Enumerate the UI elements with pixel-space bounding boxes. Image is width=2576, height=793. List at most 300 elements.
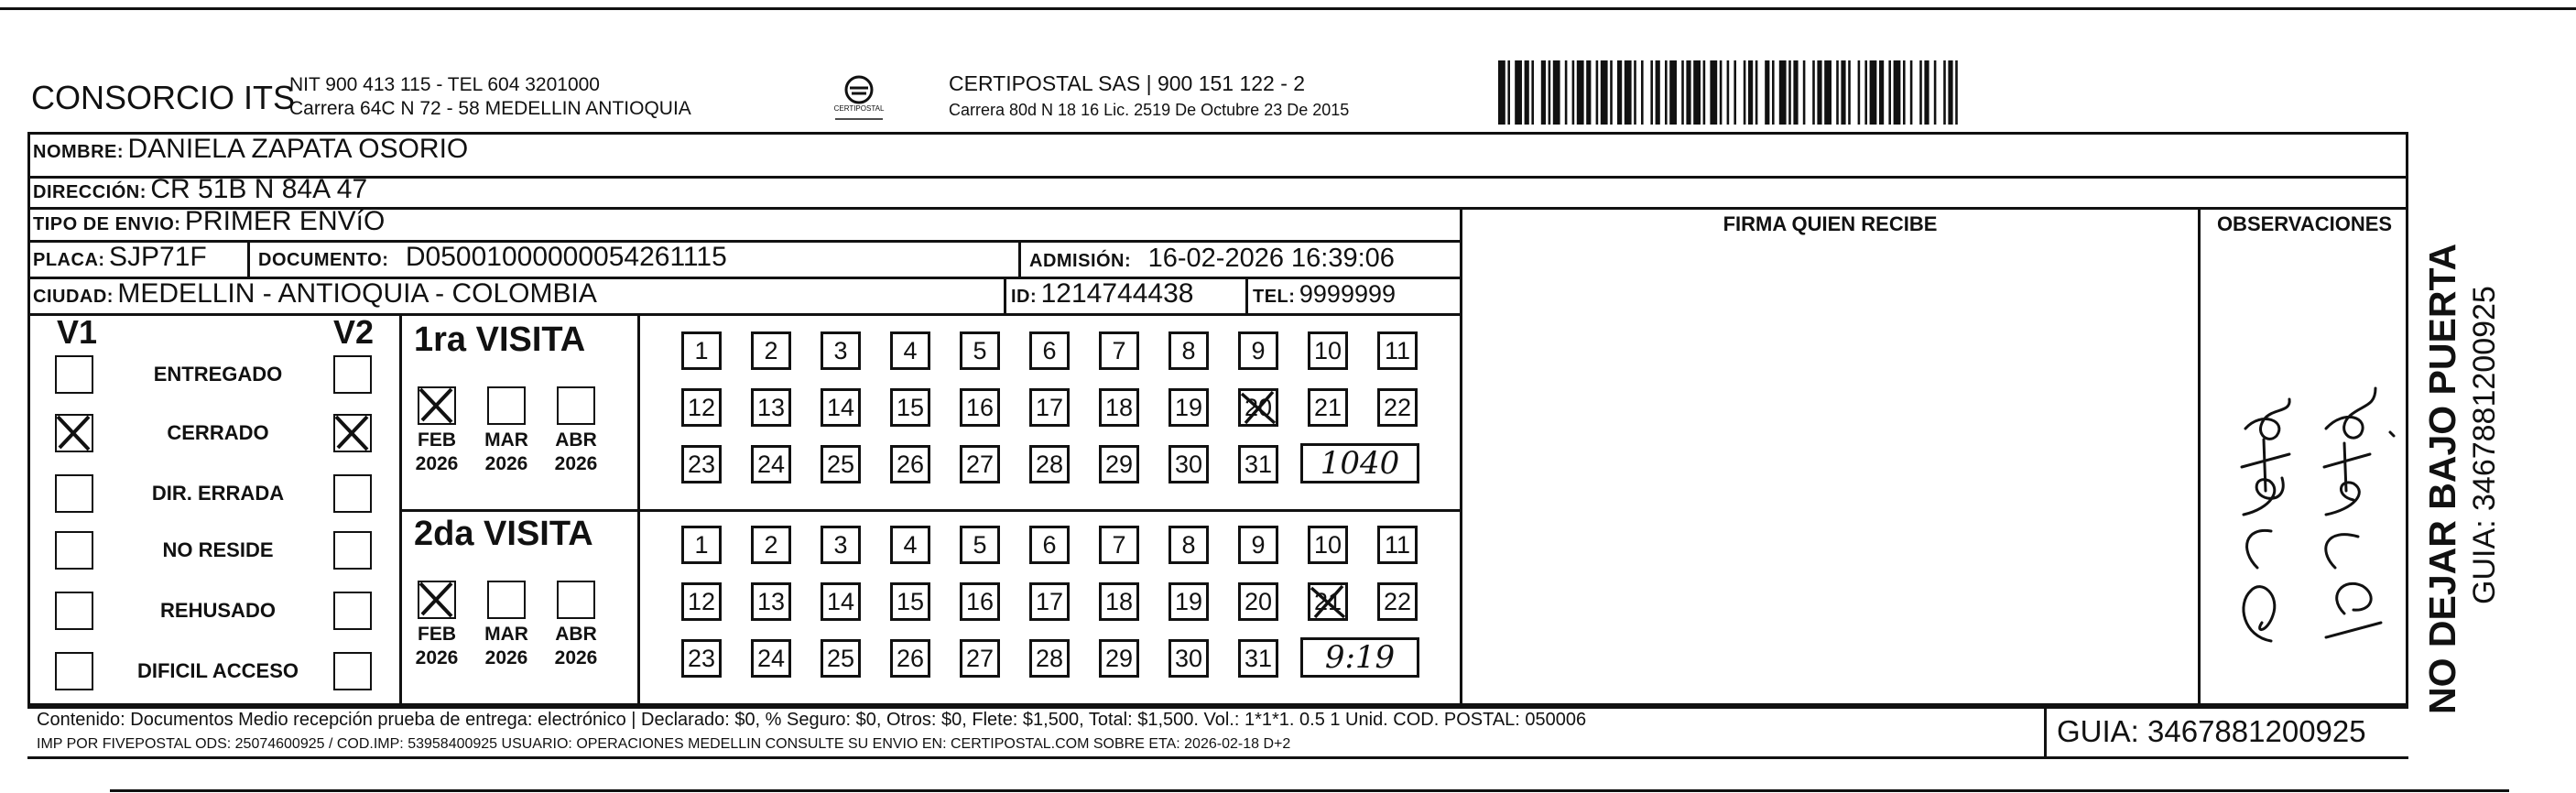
day-number: 15 [896, 393, 925, 421]
day-box[interactable] [751, 388, 791, 427]
check-x-icon [1308, 582, 1348, 621]
col-line [1004, 277, 1006, 315]
day-number: 23 [687, 644, 716, 672]
day-number: 14 [826, 393, 855, 421]
observaciones-handwriting-text: Cerrado [2207, 275, 2211, 276]
day-number: 16 [965, 393, 995, 421]
col-line [2198, 207, 2201, 706]
month-year: 2026 [484, 453, 528, 474]
barcode-bar [1894, 60, 1901, 125]
day-number: 12 [687, 393, 716, 421]
barcode-bar [1744, 60, 1746, 125]
day-box[interactable] [1238, 639, 1278, 678]
row-line [27, 176, 2408, 179]
month-label: FEB [418, 624, 456, 645]
month-year: 2026 [554, 647, 598, 668]
barcode-bar [1601, 60, 1608, 125]
day-number: 19 [1174, 393, 1203, 421]
status-label: NO RESIDE [162, 538, 274, 561]
barcode-bar [1934, 60, 1937, 125]
day-box[interactable] [1168, 639, 1209, 678]
sender-nit-tel: NIT 900 413 115 - TEL 604 3201000 [289, 74, 600, 95]
day-box[interactable] [1168, 388, 1209, 427]
barcode-bar [1498, 60, 1505, 125]
day-number: 27 [965, 450, 995, 478]
day-box[interactable] [890, 331, 930, 370]
barcode-bar [1910, 60, 1913, 125]
day-box[interactable] [1029, 639, 1070, 678]
day-box[interactable] [751, 582, 791, 621]
day-number: 5 [973, 530, 987, 559]
month-label: FEB [418, 429, 456, 451]
month-year: 2026 [554, 453, 598, 474]
barcode-bar [1710, 60, 1717, 125]
barcode-bar [1720, 60, 1723, 125]
day-number: 22 [1383, 587, 1412, 615]
day-box[interactable] [960, 388, 1000, 427]
day-box[interactable] [821, 526, 861, 564]
day-number: 20 [1244, 393, 1273, 421]
check-x-icon [332, 413, 371, 451]
day-box[interactable] [960, 639, 1000, 678]
day-number: 22 [1383, 393, 1412, 421]
day-number: 18 [1104, 587, 1134, 615]
barcode-bar [1870, 60, 1877, 125]
day-number: 26 [896, 450, 925, 478]
day-number: 4 [903, 336, 918, 364]
day-number: 28 [1035, 644, 1064, 672]
barcode-bar [1531, 60, 1534, 125]
day-box[interactable] [1029, 582, 1070, 621]
day-number: 10 [1313, 530, 1342, 559]
day-box[interactable] [1308, 526, 1348, 564]
day-number: 16 [965, 587, 995, 615]
day-number: 15 [896, 587, 925, 615]
month-caption [483, 429, 530, 476]
day-number: 5 [973, 336, 987, 364]
day-number: 29 [1104, 450, 1134, 478]
footer-line2: IMP POR FIVEPOSTAL ODS: 25074600925 / COD.IMP: 53958400925 USUARIO: OPERACIONES MEDELLIN CONSULTE SU ENVIO EN: CERTIPOSTAL.COM SOBRE ETA: 2026-02-18 D+2 [37, 736, 1291, 752]
day-box[interactable] [1099, 388, 1139, 427]
status-v2-checkbox[interactable] [333, 355, 372, 394]
day-number: 24 [756, 450, 786, 478]
month-label: ABR [555, 429, 597, 451]
barcode-bar [1836, 60, 1839, 125]
check-x-icon [54, 413, 92, 451]
barcode-bar [1765, 60, 1769, 125]
day-box[interactable] [1168, 331, 1209, 370]
day-number: 23 [687, 450, 716, 478]
check-x-icon [417, 580, 455, 618]
carrier-name: CERTIPOSTAL SAS | 900 151 122 - 2 [949, 71, 1306, 95]
day-box[interactable] [1308, 331, 1348, 370]
visit-title: 1ra VISITA [414, 320, 586, 359]
nombre-value: DANIELA ZAPATA OSORIO [127, 134, 469, 164]
footer-bottom-line [27, 756, 2408, 759]
month-checkbox[interactable] [487, 581, 526, 619]
day-box[interactable] [1099, 639, 1139, 678]
id-label: ID: [1011, 287, 1038, 307]
barcode-bar [1596, 60, 1599, 125]
day-number: 12 [687, 587, 716, 615]
barcode-bar [1803, 60, 1806, 125]
direccion-row [33, 174, 367, 205]
barcode-bar [1650, 60, 1653, 125]
day-number: 8 [1181, 336, 1196, 364]
day-box[interactable] [1029, 526, 1070, 564]
month-year: 2026 [415, 647, 459, 668]
day-number: 27 [965, 644, 995, 672]
barcode-bar [1948, 60, 1952, 125]
top-edge-line [0, 7, 2576, 10]
day-box[interactable] [1099, 445, 1139, 483]
firma-header: FIRMA QUIEN RECIBE [1723, 212, 1938, 235]
v2-label: V2 [333, 313, 375, 351]
id-value: 1214744438 [1040, 278, 1194, 309]
day-number: 30 [1174, 450, 1203, 478]
status-label: REHUSADO [160, 599, 276, 622]
barcode-bar [1817, 60, 1821, 125]
day-number: 7 [1112, 530, 1126, 559]
day-number: 1 [694, 336, 709, 364]
barcode-bar [1848, 60, 1851, 125]
day-number: 9 [1251, 336, 1266, 364]
barcode-bar [1610, 60, 1613, 125]
barcode-bar [1572, 60, 1575, 125]
nombre-label: NOMBRE: [33, 142, 125, 162]
day-box[interactable] [1238, 582, 1278, 621]
barcode-bar [1617, 60, 1622, 125]
ciudad-label: CIUDAD: [33, 287, 114, 307]
day-box[interactable] [1238, 388, 1278, 427]
status-v1-checkbox[interactable] [55, 355, 93, 394]
row-line [27, 240, 1462, 243]
status-v2-checkbox[interactable] [333, 474, 372, 513]
month-year: 2026 [484, 647, 528, 668]
footer-guia: GUIA: 3467881200925 [2057, 714, 2366, 748]
barcode-bar [1634, 60, 1636, 125]
day-number: 3 [833, 530, 848, 559]
day-number: 29 [1104, 644, 1134, 672]
month-label: MAR [484, 429, 528, 451]
v1-label: V1 [57, 313, 98, 351]
day-number: 10 [1313, 336, 1342, 364]
barcode-bar [1656, 60, 1660, 125]
barcode-bar [1924, 60, 1929, 125]
barcode-bar [1669, 60, 1677, 125]
barcode-bar [1703, 60, 1706, 125]
day-number: 31 [1244, 450, 1273, 478]
day-box[interactable] [1168, 445, 1209, 483]
status-label: ENTREGADO [153, 363, 283, 386]
status-v1-checkbox[interactable] [55, 474, 93, 513]
barcode-bar [1693, 60, 1701, 125]
day-box[interactable] [1308, 388, 1348, 427]
tel-row [1253, 280, 1396, 309]
certipostal-logo [831, 70, 886, 125]
month-caption [483, 623, 530, 670]
day-number: 25 [826, 450, 855, 478]
carrier-address: Carrera 80d N 18 16 Lic. 2519 De Octubre 23 De 2015 [949, 101, 1350, 119]
day-box[interactable] [681, 331, 722, 370]
month-checkbox[interactable] [557, 581, 595, 619]
day-number: 14 [826, 587, 855, 615]
day-number: 13 [756, 587, 786, 615]
documento-label: DOCUMENTO: [258, 250, 389, 270]
day-box[interactable] [960, 582, 1000, 621]
barcode-bar [1734, 60, 1736, 125]
tipo-envio-row [33, 206, 385, 237]
day-number: 25 [826, 644, 855, 672]
day-box[interactable] [1168, 526, 1209, 564]
barcode-bar [1858, 60, 1861, 125]
day-box[interactable] [681, 582, 722, 621]
day-number: 20 [1244, 587, 1273, 615]
day-box[interactable] [1099, 582, 1139, 621]
day-number: 1 [694, 530, 709, 559]
barcode-bar [1888, 60, 1891, 125]
time-box[interactable] [1300, 443, 1419, 483]
bottom-edge-line [110, 789, 2509, 792]
day-box[interactable] [890, 526, 930, 564]
day-box[interactable] [681, 639, 722, 678]
barcode-bar [1788, 60, 1791, 125]
month-label: ABR [555, 624, 597, 645]
direccion-value: CR 51B N 84A 47 [150, 174, 368, 204]
day-number: 26 [896, 644, 925, 672]
day-number: 8 [1181, 530, 1196, 559]
barcode-bar [1549, 60, 1551, 125]
day-box[interactable] [890, 445, 930, 483]
barcode-bar [1824, 60, 1831, 125]
col-line [247, 240, 250, 278]
row-line [399, 509, 1462, 512]
day-box[interactable] [960, 331, 1000, 370]
day-box[interactable] [1238, 445, 1278, 483]
barcode-bar [1641, 60, 1644, 125]
time-box[interactable] [1300, 637, 1419, 678]
month-caption [552, 429, 600, 476]
barcode-bar [1665, 60, 1668, 125]
barcode-bar [1943, 60, 1946, 125]
day-box[interactable] [1099, 331, 1139, 370]
day-box[interactable] [1029, 388, 1070, 427]
day-number: 30 [1174, 644, 1203, 672]
month-checkbox[interactable] [418, 386, 456, 425]
ciudad-value: MEDELLIN - ANTIOQUIA - COLOMBIA [117, 278, 597, 309]
barcode-bar [1541, 60, 1546, 125]
admision-label: ADMISIÓN: [1029, 251, 1132, 271]
day-box[interactable] [1029, 331, 1070, 370]
barcode-bar [1625, 60, 1632, 125]
status-v2-checkbox[interactable] [333, 414, 372, 452]
tipo-envio-label: TIPO DE ENVIO: [33, 214, 181, 234]
status-label: DIFICIL ACCESO [136, 659, 299, 682]
documento-value: D05001000000054261115 [405, 242, 727, 272]
status-v1-checkbox[interactable] [55, 652, 93, 690]
day-number: 19 [1174, 587, 1203, 615]
barcode-bar [1586, 60, 1591, 125]
barcode-bar [1812, 60, 1815, 125]
row-line [27, 703, 2408, 706]
day-box[interactable] [1308, 582, 1348, 621]
barcode-bar [1727, 60, 1730, 125]
day-box[interactable] [960, 445, 1000, 483]
month-year: 2026 [415, 453, 459, 474]
tel-value: 9999999 [1299, 280, 1397, 308]
visit-title: 2da VISITA [414, 515, 593, 553]
day-number: 2 [764, 336, 778, 364]
placa-label: PLACA: [33, 250, 105, 270]
barcode-bar [1577, 60, 1584, 125]
day-box[interactable] [1168, 582, 1209, 621]
day-box[interactable] [960, 526, 1000, 564]
col-line [1460, 207, 1462, 706]
check-x-icon [1238, 388, 1278, 427]
month-caption [413, 623, 461, 670]
sender-address: Carrera 64C N 72 - 58 MEDELLIN ANTIOQUIA [289, 98, 691, 119]
day-box[interactable] [821, 331, 861, 370]
side-warning: NO DEJAR BAJO PUERTA [2421, 243, 2463, 714]
day-number: 24 [756, 644, 786, 672]
day-number: 21 [1313, 393, 1342, 421]
day-number: 28 [1035, 450, 1064, 478]
barcode-bar [1919, 60, 1922, 125]
month-checkbox[interactable] [487, 386, 526, 425]
status-v2-checkbox[interactable] [333, 531, 372, 570]
day-number: 7 [1112, 336, 1126, 364]
col-line [1018, 240, 1021, 278]
day-number: 18 [1104, 393, 1134, 421]
day-box[interactable] [890, 388, 930, 427]
barcode-bar [1779, 60, 1787, 125]
barcode-bar [1841, 60, 1845, 125]
check-x-icon [417, 386, 455, 424]
col-line [637, 313, 640, 705]
day-box[interactable] [1099, 526, 1139, 564]
barcode-bar [1864, 60, 1867, 125]
status-v2-checkbox[interactable] [333, 652, 372, 690]
day-box[interactable] [1377, 582, 1418, 621]
month-checkbox[interactable] [418, 581, 456, 619]
status-v2-checkbox[interactable] [333, 592, 372, 630]
day-box[interactable] [751, 331, 791, 370]
barcode-bar [1553, 60, 1560, 125]
admision-value: 16-02-2026 16:39:06 [1147, 244, 1395, 273]
day-box[interactable] [681, 445, 722, 483]
barcode-bar [1748, 60, 1753, 125]
barcode-bar [1955, 60, 1958, 125]
col-line [2044, 705, 2047, 758]
day-box[interactable] [681, 526, 722, 564]
ciudad-row [33, 278, 597, 310]
day-box[interactable] [751, 445, 791, 483]
observaciones-handwriting [2207, 275, 2408, 659]
barcode-bar [1793, 60, 1798, 125]
day-box[interactable] [890, 582, 930, 621]
barcode-bar [1515, 60, 1522, 125]
day-box[interactable] [890, 639, 930, 678]
placa-row [33, 242, 207, 273]
barcode-bar [1681, 60, 1684, 125]
day-box[interactable] [821, 445, 861, 483]
day-number: 31 [1244, 644, 1273, 672]
day-box[interactable] [1238, 331, 1278, 370]
day-number: 11 [1384, 530, 1411, 559]
status-label: CERRADO [167, 421, 269, 444]
day-number: 4 [903, 530, 918, 559]
day-box[interactable] [1377, 331, 1418, 370]
day-number: 6 [1042, 530, 1057, 559]
month-caption [552, 623, 600, 670]
barcode-bar [1755, 60, 1758, 125]
day-number: 21 [1313, 587, 1342, 615]
tel-label: TEL: [1253, 287, 1296, 307]
direccion-label: DIRECCIÓN: [33, 182, 147, 202]
day-box[interactable] [1377, 526, 1418, 564]
barcode-bar [1879, 60, 1884, 125]
barcode-bar [1565, 60, 1568, 125]
month-label: MAR [484, 624, 528, 645]
barcode-bar [1525, 60, 1529, 125]
day-number: 17 [1035, 393, 1064, 421]
day-number: 11 [1384, 336, 1411, 364]
id-row [1011, 278, 1193, 310]
barcode [1498, 60, 2222, 125]
barcode-bar [1772, 60, 1775, 125]
day-box[interactable] [1238, 526, 1278, 564]
barcode-bar [1686, 60, 1690, 125]
day-number: 3 [833, 336, 848, 364]
day-box[interactable] [751, 526, 791, 564]
status-label: DIR. ERRADA [151, 482, 285, 505]
admision-row [1029, 244, 1395, 274]
day-box[interactable] [821, 639, 861, 678]
status-v1-checkbox[interactable] [55, 531, 93, 570]
month-caption [413, 429, 461, 476]
footer-line1: Contenido: Documentos Medio recepción prueba de entrega: electrónico | Declarado: $0, % Seguro: $0, Otros: $0, Flete: $1,500, Total: $1,500. Vol.: 1*1*1. 0.5 1 Unid. COD. POSTAL: 050006 [37, 710, 1587, 730]
barcode-bar [1507, 60, 1510, 125]
month-checkbox[interactable] [557, 386, 595, 425]
col-line [399, 313, 402, 705]
observaciones-header: OBSERVACIONES [2216, 212, 2393, 235]
day-box[interactable] [751, 639, 791, 678]
day-number: 9 [1251, 530, 1266, 559]
day-box[interactable] [821, 388, 861, 427]
status-v1-checkbox[interactable] [55, 414, 93, 452]
col-line [1245, 277, 1248, 315]
tipo-envio-value: PRIMER ENVíO [184, 206, 386, 236]
barcode-bar [1903, 60, 1906, 125]
documento-row [258, 242, 727, 273]
day-number: 6 [1042, 336, 1057, 364]
side-guia: GUIA: 3467881200925 [2467, 286, 2502, 604]
day-box[interactable] [821, 582, 861, 621]
placa-value: SJP71F [109, 242, 207, 272]
day-number: 17 [1035, 587, 1064, 615]
day-box[interactable] [681, 388, 722, 427]
nombre-row [33, 134, 468, 165]
day-box[interactable] [1377, 388, 1418, 427]
day-number: 13 [756, 393, 786, 421]
status-v1-checkbox[interactable] [55, 592, 93, 630]
day-box[interactable] [1029, 445, 1070, 483]
day-number: 2 [764, 530, 778, 559]
handwritten-time: 9:19 [1324, 639, 1396, 676]
sender-name: CONSORCIO ITS [31, 79, 296, 116]
certipostal-logo-text: CERTIPOSTAL [833, 104, 885, 113]
handwritten-time: 1040 [1320, 445, 1400, 482]
